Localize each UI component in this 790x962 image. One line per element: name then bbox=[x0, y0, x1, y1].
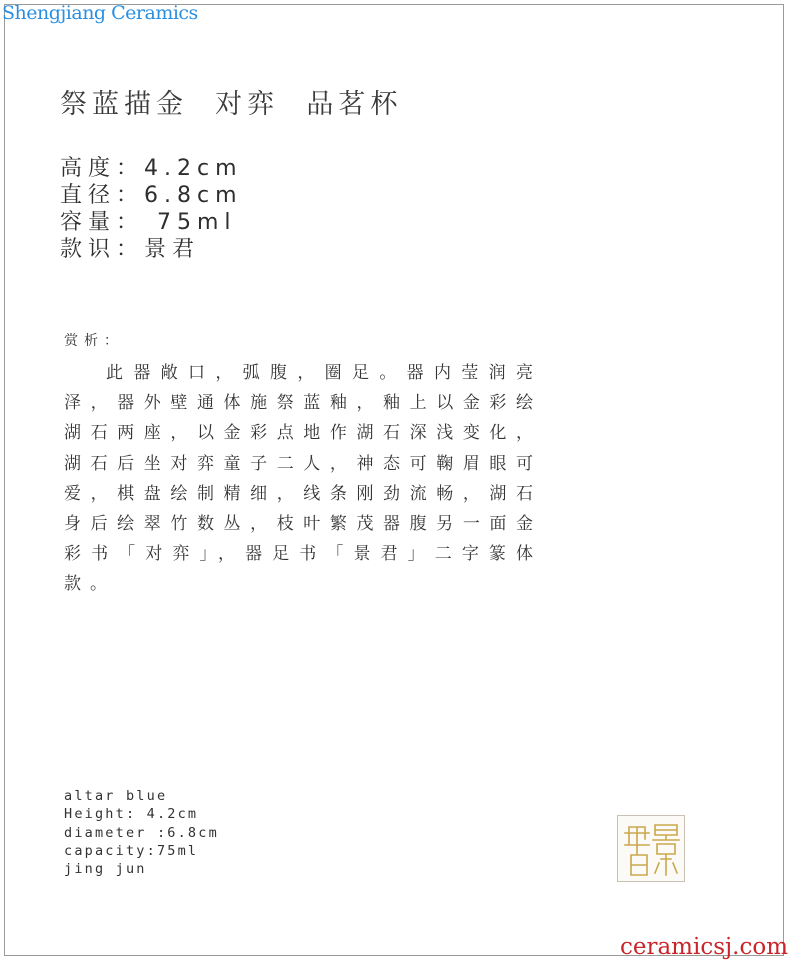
spec-capacity: 容量： 75ml bbox=[60, 210, 237, 235]
appreciation-text: 此器敞口，弧腹，圈足。器内莹润亮泽，器外壁通体施祭蓝釉，釉上以金彩绘湖石两座，以金彩点地作湖石深浅变化，湖石后坐对弈童子二人，神态可鞠眉眼可爱，棋盘绘制精细，线条刚劲流畅，湖石身后绘翠竹数丛，枝叶繁茂器腹另一面金彩书「对弈」，器足书「景君」二字篆体款。 bbox=[64, 363, 542, 595]
spec-list bbox=[60, 155, 243, 263]
english-line-capacity: capacity:75ml bbox=[64, 842, 199, 859]
english-line-height: Height: 4.2cm bbox=[64, 806, 199, 823]
seal-stamp bbox=[617, 815, 685, 882]
english-line-name: altar blue bbox=[64, 788, 168, 804]
english-line-diameter: diameter :6.8cm bbox=[64, 824, 219, 841]
watermark-bottom: ceramicsj.com bbox=[619, 934, 788, 960]
english-specs bbox=[64, 787, 219, 878]
seal-mark-icon bbox=[621, 819, 681, 879]
spec-diameter: 直径：6.8cm bbox=[60, 183, 243, 208]
watermark-top: Shengjiang Ceramics bbox=[2, 2, 198, 24]
product-title: 祭蓝描金 对弈 品茗杯 bbox=[60, 89, 403, 120]
appreciation-heading: 赏析： bbox=[64, 333, 124, 349]
spec-mark: 款识：景君 bbox=[60, 237, 201, 262]
spec-height: 高度：4.2cm bbox=[60, 156, 243, 181]
english-line-mark: jing jun bbox=[64, 861, 147, 878]
